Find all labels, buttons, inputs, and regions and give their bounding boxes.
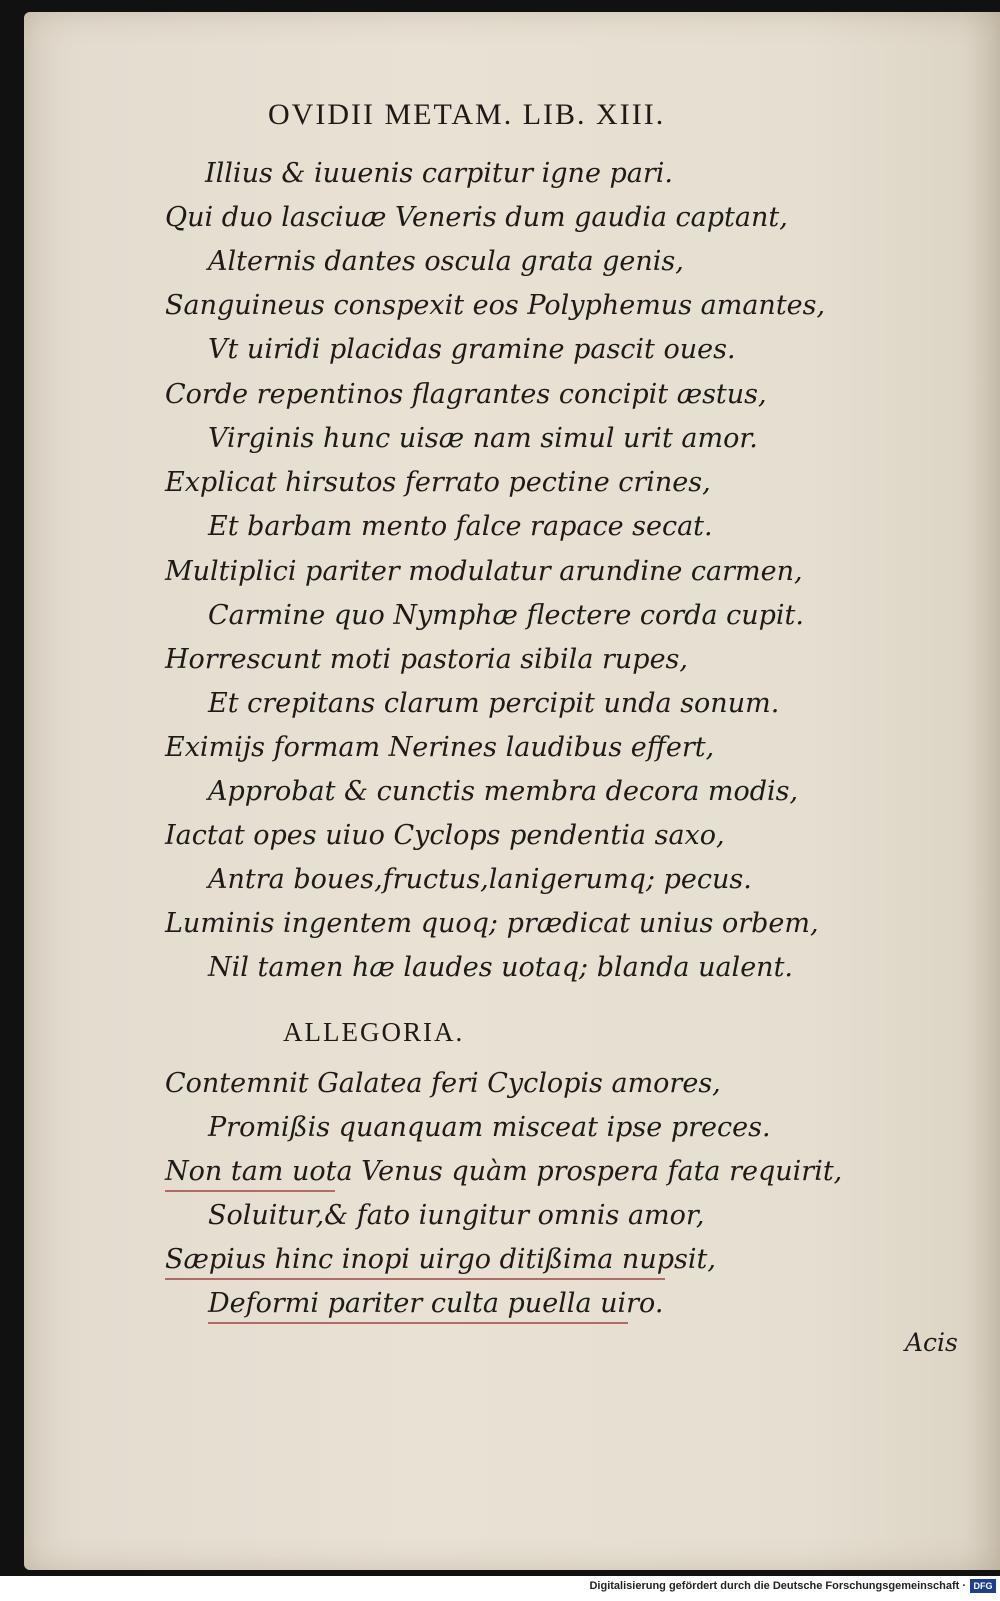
verse-line: Et barbam mento falce rapace secat. <box>208 511 713 542</box>
verse-line: Alternis dantes oscula grata genis, <box>208 246 684 277</box>
verse-line: Eximijs formam Nerines laudibus effert, <box>165 732 715 763</box>
allegoria-line: Contemnit Galatea feri Cyclopis amores, <box>165 1068 721 1099</box>
verse-line: Explicat hirsutos ferrato pectine crines, <box>165 467 711 498</box>
dfg-logo: DFG <box>970 1579 996 1593</box>
handwritten-underline <box>208 1322 628 1324</box>
verse-line: Horrescunt moti pastoria sibila rupes, <box>165 644 688 675</box>
allegoria-line: Soluitur,& fato iungitur omnis amor, <box>208 1200 705 1231</box>
allegoria-line: Non tam uota Venus quàm prospera fata requirit, <box>165 1156 843 1187</box>
allegoria-line: Sæpius hinc inopi uirgo ditißima nupsit, <box>165 1244 716 1275</box>
verse-line: Illius & iuuenis carpitur igne pari. <box>205 158 674 189</box>
verse-line: Approbat & cunctis membra decora modis, <box>208 776 799 807</box>
verse-line: Corde repentinos flagrantes concipit æstus, <box>165 379 767 410</box>
verse-line: Vt uiridi placidas gramine pascit oues. <box>208 334 736 365</box>
handwritten-underline <box>165 1278 665 1280</box>
digitization-credit: Digitalisierung gefördert durch die Deutsche Forschungsgemeinschaft · <box>589 1580 966 1592</box>
verse-line: Iactat opes uiuo Cyclops pendentia saxo, <box>165 820 725 851</box>
allegoria-heading: ALLEGORIA. <box>283 1017 465 1047</box>
verse-line: Sanguineus conspexit eos Polyphemus amantes, <box>165 290 826 321</box>
verse-line: Virginis hunc uisæ nam simul urit amor. <box>208 423 758 454</box>
allegoria-line: Promißis quanquam misceat ipse preces. <box>208 1112 771 1143</box>
running-header: OVIDII METAM. LIB. XIII. <box>268 98 666 131</box>
handwritten-underline <box>165 1190 335 1192</box>
allegoria-line: Deformi pariter culta puella uiro. <box>208 1288 664 1319</box>
verse-line: Et crepitans clarum percipit unda sonum. <box>208 688 780 719</box>
verse-line: Qui duo lasciuæ Veneris dum gaudia captant, <box>165 202 788 233</box>
verse-line: Antra boues,fructus,lanigerumq; pecus. <box>208 864 752 895</box>
catchword: Acis <box>905 1328 958 1357</box>
verse-line: Luminis ingentem quoq; prædicat unius orbem, <box>165 908 819 939</box>
verse-line: Nil tamen hæ laudes uotaq; blanda ualent. <box>208 952 793 983</box>
verse-line: Carmine quo Nymphæ flectere corda cupit. <box>208 600 804 631</box>
verse-line: Multiplici pariter modulatur arundine carmen, <box>165 556 803 587</box>
